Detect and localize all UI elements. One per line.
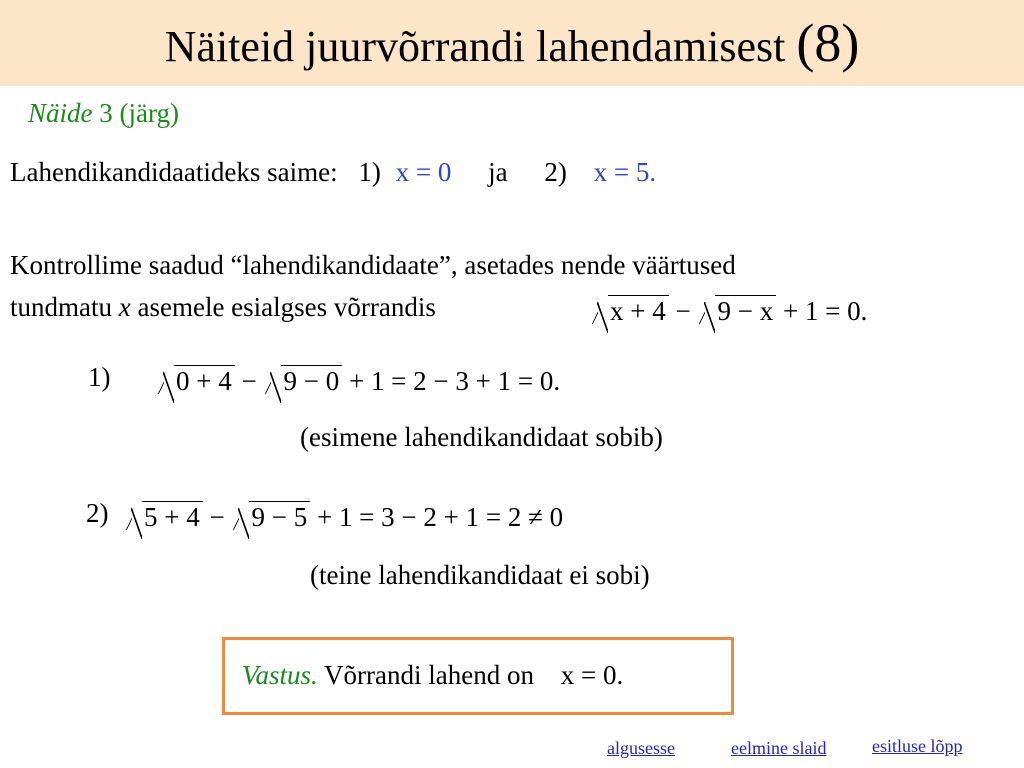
check-text-line-1: Kontrollime saadud “lahendikandidaate”, asetades nende väärtused (10, 250, 736, 280)
nav-start-link[interactable]: algusesse (607, 738, 675, 758)
example-number: 3 (järg) (92, 98, 179, 128)
candidate-2-number: 2) (544, 157, 567, 187)
answer-line (242, 660, 623, 691)
nav-end-link-wrap (872, 736, 963, 757)
check-text-line-2: tundmatu x asemele esialgses võrrandis (10, 292, 436, 322)
sqrt-1: 5 + 4 (126, 502, 203, 533)
answer-label: Vastus. (242, 660, 318, 690)
slide-title (0, 8, 1024, 82)
sqrt-2: 9 − 0 (265, 366, 342, 397)
example-label: Näide (28, 98, 93, 128)
check-1-equation: 0 + 4 − 9 − 0 + 1 = 2 − 3 + 1 = 0. (156, 366, 560, 397)
check-1-note: (esimene lahendikandidaat sobib) (300, 422, 663, 452)
nav-prev-link[interactable]: eelmine slaid (731, 738, 827, 758)
answer-text: Võrrandi lahend on (317, 660, 534, 690)
slide-title-number: (8) (796, 13, 860, 73)
nav-prev-link-wrap (731, 738, 826, 759)
candidates-line (10, 157, 656, 188)
check-2-label: 2) (86, 498, 109, 528)
check-2-equation: 5 + 4 − 9 − 5 + 1 = 3 − 2 + 1 = 2 ≠ 0 (124, 502, 563, 533)
candidate-2-value: x = 5. (593, 157, 657, 187)
sqrt-1: x + 4 (592, 296, 669, 327)
sqrt-2: 9 − x (699, 296, 776, 327)
check-2-note: (teine lahendikandidaat ei sobi) (310, 560, 650, 590)
answer-value: x = 0. (560, 660, 624, 690)
candidates-conjunction: ja (488, 157, 508, 187)
nav-end-link[interactable]: esitluse lõpp (872, 736, 963, 756)
slide-title-text: Näiteid juurvõrrandi lahendamisest (164, 22, 786, 71)
candidates-lead: Lahendikandidaatideks saime: (10, 157, 338, 187)
nav-start-link-wrap (607, 738, 675, 759)
candidate-1-number: 1) (358, 157, 381, 187)
example-subtitle (28, 98, 179, 129)
original-equation: x + 4 − 9 − x + 1 = 0. (590, 296, 867, 327)
sqrt-2: 9 − 5 (233, 502, 310, 533)
candidate-1-value: x = 0 (395, 157, 452, 187)
check-1-label: 1) (88, 362, 111, 392)
sqrt-1: 0 + 4 (158, 366, 235, 397)
